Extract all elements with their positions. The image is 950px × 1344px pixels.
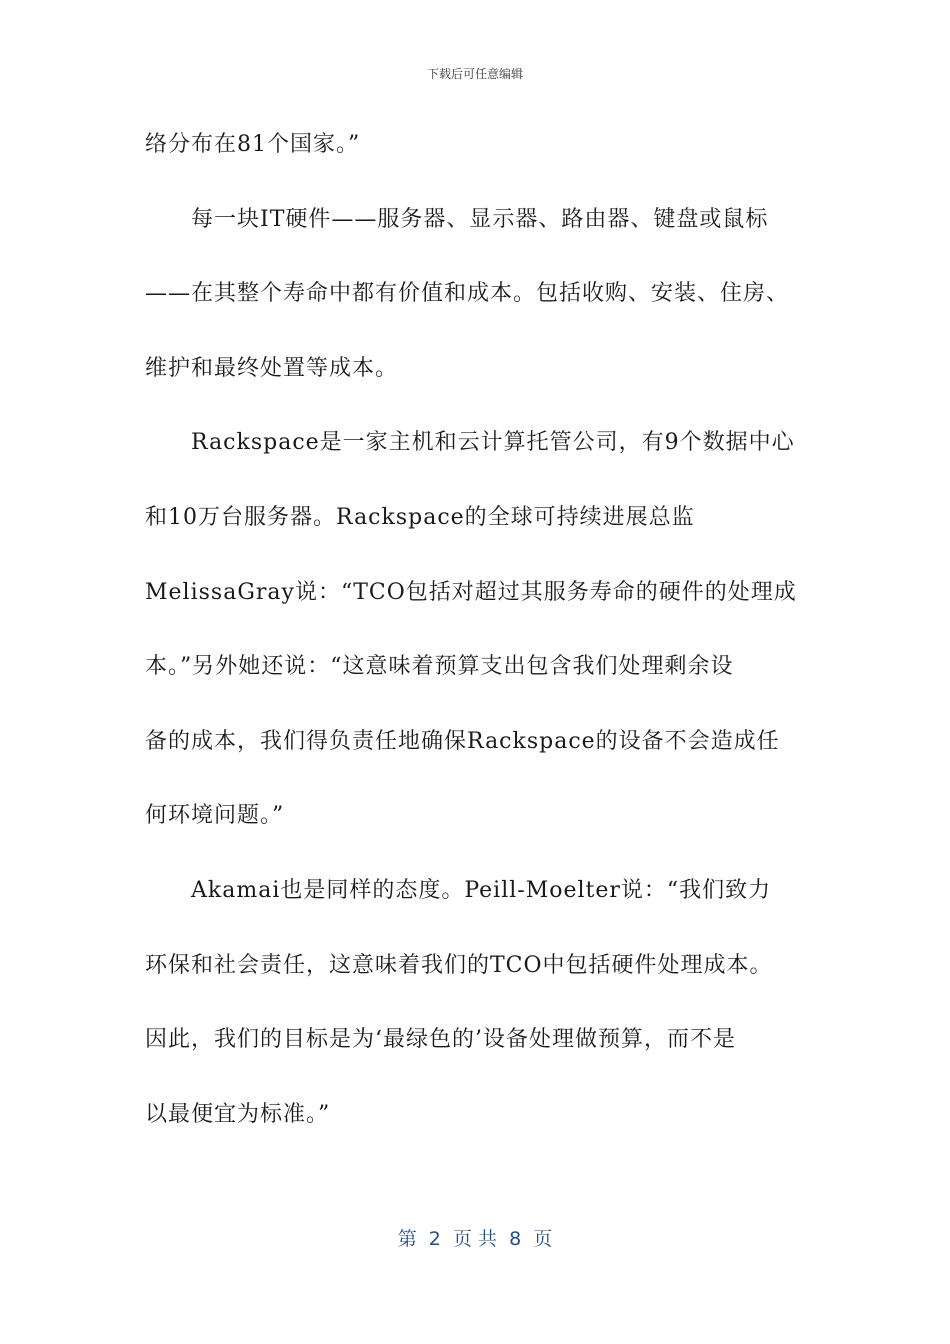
- text-line: MelissaGray说：“TCO包括对超过其服务寿命的硬件的处理成: [145, 579, 797, 605]
- page-header-note: 下载后可任意编辑: [426, 67, 523, 81]
- text-line: 以最便宜为标准。”: [145, 1101, 331, 1127]
- text-line: ——在其整个寿命中都有价值和成本。包括收购、安装、住房、: [145, 281, 790, 307]
- paragraph-continuation: [145, 108, 815, 183]
- paragraph-akamai: [145, 854, 815, 1152]
- text-line: 维护和最终处置等成本。: [145, 355, 399, 381]
- document-body: [145, 108, 815, 1152]
- text-line: 环保和社会责任，这意味着我们的TCO中包括硬件处理成本。: [145, 952, 773, 978]
- paragraph-it-hardware: [145, 183, 815, 407]
- page-number-footer: 第 2 页 共 8 页: [397, 1228, 553, 1250]
- text-line: 备的成本，我们得负责任地确保Rackspace的设备不会造成任: [145, 728, 780, 754]
- text-line: 因此，我们的目标是为‘最绿色的’设备处理做预算，而不是: [145, 1027, 736, 1053]
- paragraph-rackspace: [145, 406, 815, 854]
- text-line: 每一块IT硬件——服务器、显示器、路由器、键盘或鼠标: [191, 206, 769, 232]
- text-line: 何环境问题。”: [145, 803, 285, 829]
- text-line: 本。”另外她还说：“这意味着预算支出包含我们处理剩余设: [145, 654, 734, 680]
- text-line: Akamai也是同样的态度。Peill-Moelter说：“我们致力: [191, 877, 772, 903]
- text-line: Rackspace是一家主机和云计算托管公司，有9个数据中心: [191, 430, 795, 456]
- text-line: 和10万台服务器。Rackspace的全球可持续进展总监: [145, 504, 695, 530]
- text-line: 络分布在81个国家。”: [145, 132, 361, 157]
